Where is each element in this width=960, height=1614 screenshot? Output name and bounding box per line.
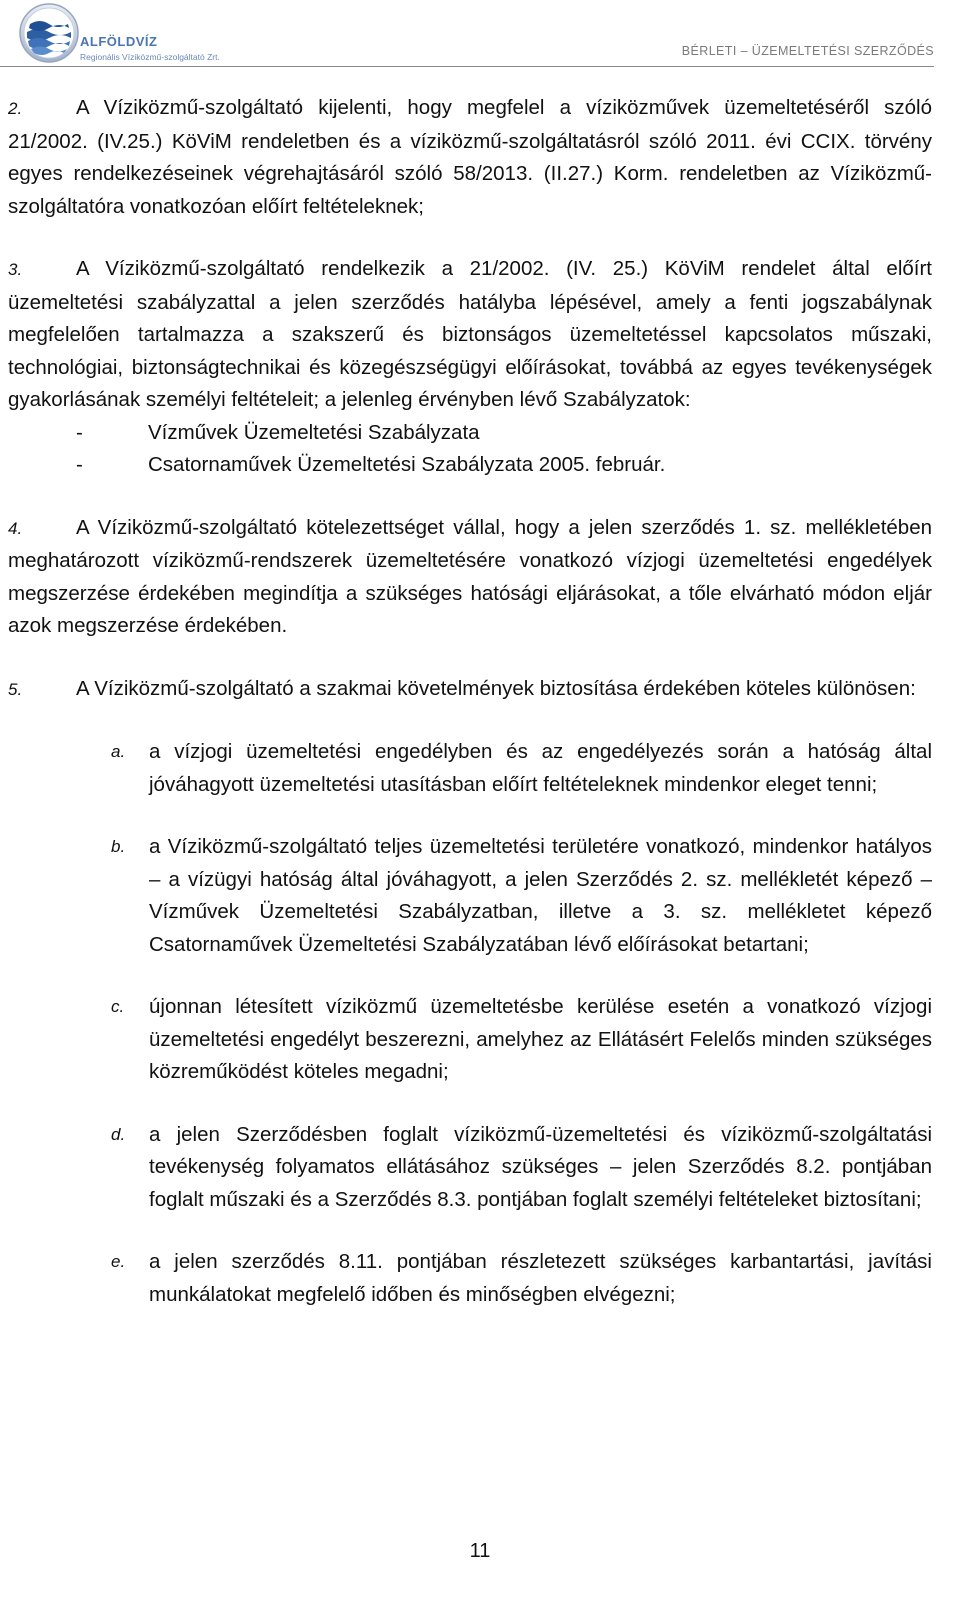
paragraph-5 [8, 673, 932, 707]
list-dash: - [76, 420, 83, 444]
list-item-text: Vízművek Üzemeltetési Szabályzata [148, 420, 480, 444]
document-title: BÉRLETI – ÜZEMELTETÉSI SZERZŐDÉS [681, 44, 934, 58]
paragraph-4 [8, 512, 932, 643]
list-dash: - [76, 453, 83, 476]
item-letter: b. [111, 837, 126, 856]
list-item [8, 1119, 932, 1217]
item-text: a jelen szerződés 8.11. pontjában részletezett szükséges karbantartási, javítási munkálatokat megfelelő időben és minőségben elvégezni; [149, 1250, 932, 1306]
list-item [8, 831, 932, 961]
list-item [8, 991, 932, 1089]
paragraph-text: A Víziközmű-szolgáltató kijelenti, hogy megfelel a víziközművek üzemeltetéséről szóló 21/2002. (IV.25.) KöViM rendeletben és a víziközmű-szolgáltatásról szóló 2011. évi CCIX. törvény egyes rendelkezéseinek végrehajtásáról szóló 58/2013. (II.27.) Korm. rendeletben az Víziközmű-szolgáltatóra vonatkozóan előírt feltételeknek; [8, 96, 932, 218]
item-text: a jelen Szerződésben foglalt víziközmű-üzemeltetési és víziközmű-szolgáltatási tevékenység folyamatos ellátásához szükséges – jelen Szerződés 8.2. pontjában foglalt műszaki és a Szerződés 8.3. pontjában foglalt személyi feltételeket biztosítani; [149, 1122, 932, 1211]
paragraph-number: 3. [8, 260, 23, 279]
item-letter: d. [111, 1124, 126, 1144]
list-item-text: Csatornaművek Üzemeltetési Szabályzata 2005. február. [148, 453, 666, 476]
paragraph-3 [8, 253, 932, 417]
item-letter: e. [111, 1252, 126, 1271]
item-letter: c. [111, 997, 125, 1016]
paragraph-text: A Víziközmű-szolgáltató a szakmai követelmények biztosítása érdekében köteles különösen: [76, 676, 916, 700]
item-text: a vízjogi üzemeltetési engedélyben és az engedélyezés során a hatóság által jóváhagyott üzemeltetési utasításban előírt feltételeknek mindenkor eleget tenni; [149, 740, 932, 796]
brand-subtitle: Regionális Víziközmű-szolgáltató Zrt. [80, 52, 220, 62]
alfoldviz-logo-icon [18, 2, 80, 64]
list-item [8, 736, 932, 801]
paragraph-number: 2. [8, 99, 23, 118]
list-item [8, 417, 932, 450]
paragraph-text: A Víziközmű-szolgáltató kötelezettséget vállal, hogy a jelen szerződés 1. sz. mellékletében meghatározott víziközmű-rendszerek üzemeltetésére vonatkozó vízjogi üzemeltetési engedélyek megszerzése érdekében megindítja a szükséges hatósági eljárásokat, a tőle elvárható módon eljár azok megszerzése érdekében. [8, 515, 932, 637]
list-item [8, 449, 932, 482]
item-text: a Víziközmű-szolgáltató teljes üzemeltetési területére vonatkozó, mindenkor hatályos – a vízügyi hatóság által jóváhagyott, a jelen Szerződés 2. sz. mellékletét képező – Vízművek Üzemeltetési Szabályzatban, illetve a 3. sz. mellékletet képező Csatornaművek Üzemeltetési Szabályzatában lévő előírásokat betartani; [149, 835, 932, 956]
paragraph-number: 4. [8, 518, 23, 538]
regulations-list [8, 417, 932, 482]
paragraph-text: A Víziközmű-szolgáltató rendelkezik a 21/2002. (IV. 25.) KöViM rendelet által előírt üzemeltetési szabályzattal a jelen szerződés hatályba lépésével, amely a fenti jogszabálynak megfelelően tartalmazza a szakszerű és biztonságos üzemeltetéssel kapcsolatos műszaki, technológiai, biztonságtechnikai és közegészségügyi előírásokat, továbbá az egyes tevékenységek gyakorlásának személyi feltételeit; a jelenleg érvényben lévő Szabályzatok: [8, 257, 932, 411]
document-body [8, 92, 932, 1341]
list-item [8, 1246, 932, 1311]
paragraph-2 [8, 92, 932, 223]
obligations-list [8, 736, 932, 1311]
paragraph-number: 5. [8, 679, 23, 699]
page-number: 11 [469, 1540, 491, 1562]
item-text: újonnan létesített víziközmű üzemeltetésbe kerülése esetén a vonatkozó vízjogi üzemeltetési engedélyt beszerezni, amelyhez az Ellátásért Felelős minden szükséges közreműködést köteles megadni; [149, 995, 932, 1083]
item-letter: a. [111, 742, 126, 761]
header-divider [0, 66, 934, 67]
brand-name: ALFÖLDVÍZ [80, 34, 158, 49]
page-header [0, 0, 960, 80]
